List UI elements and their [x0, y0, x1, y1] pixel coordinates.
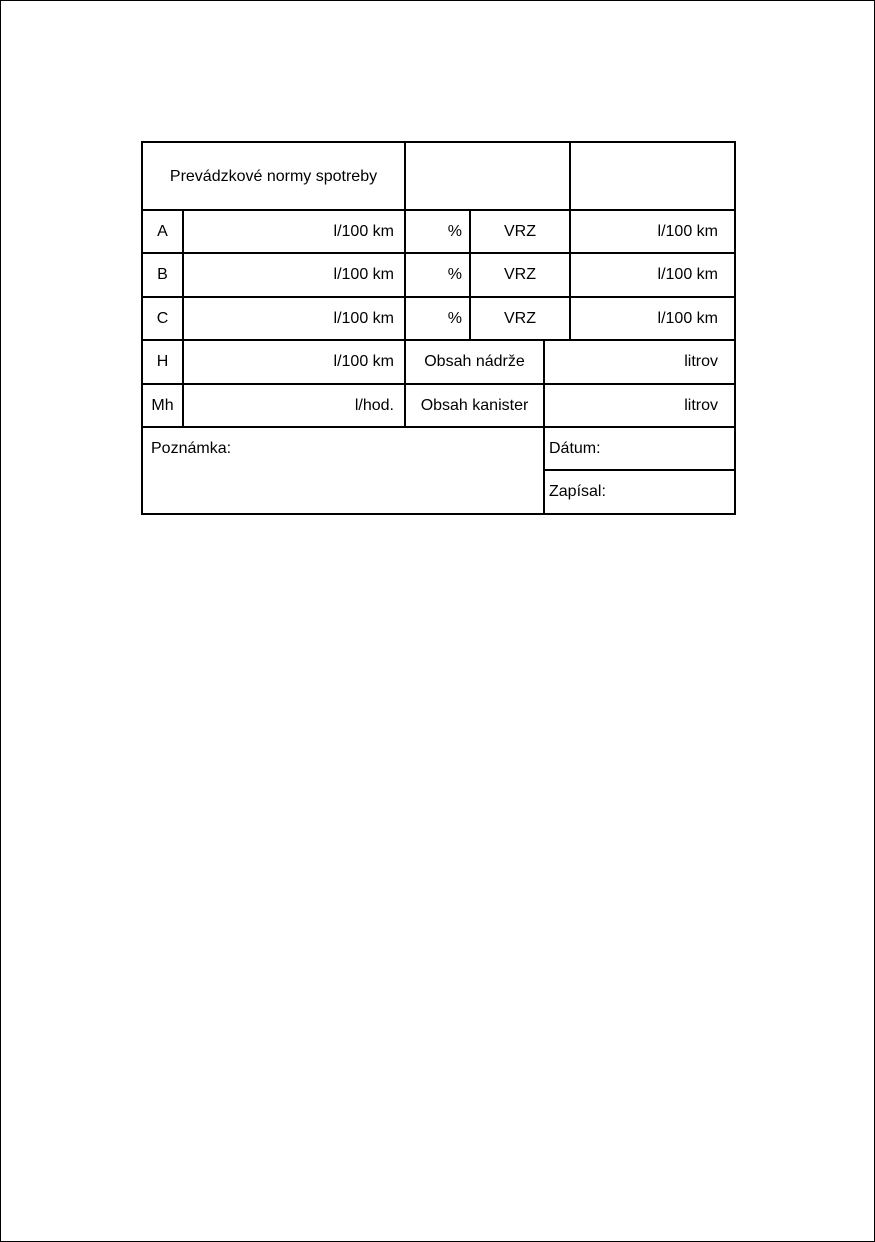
- grid-line: [141, 513, 736, 515]
- row-vrz-label: VRZ: [504, 266, 536, 283]
- canister-capacity-label: Obsah kanister: [420, 397, 529, 414]
- row-unit: l/100 km: [333, 353, 394, 370]
- header-blank-cell: [406, 143, 569, 209]
- grid-line: [141, 209, 736, 211]
- row-percent: %: [447, 310, 462, 327]
- canister-capacity-unit: litrov: [684, 397, 718, 414]
- grid-line: [141, 252, 736, 254]
- grid-line: [141, 426, 736, 428]
- recorded-by-label: Zapísal:: [549, 483, 606, 500]
- grid-line: [543, 469, 736, 471]
- tank-capacity-unit: litrov: [684, 353, 718, 370]
- row-percent: %: [447, 223, 462, 240]
- grid-line: [141, 339, 736, 341]
- grid-line: [141, 383, 736, 385]
- row-code: C: [156, 310, 169, 327]
- tank-capacity-label: Obsah nádrže: [424, 353, 525, 370]
- row-vrz-unit: l/100 km: [657, 266, 718, 283]
- row-vrz-label: VRZ: [504, 310, 536, 327]
- grid-line: [141, 141, 143, 515]
- row-unit: l/100 km: [333, 310, 394, 327]
- row-vrz-label: VRZ: [504, 223, 536, 240]
- row-code: A: [157, 223, 168, 240]
- grid-line: [141, 296, 736, 298]
- row-unit: l/100 km: [333, 266, 394, 283]
- date-label: Dátum:: [549, 440, 601, 457]
- row-code: B: [157, 266, 168, 283]
- header-blank-cell: [571, 143, 734, 209]
- row-vrz-unit: l/100 km: [657, 223, 718, 240]
- row-unit: l/100 km: [333, 223, 394, 240]
- note-label: Poznámka:: [151, 440, 232, 457]
- row-percent: %: [447, 266, 462, 283]
- row-code: H: [156, 353, 169, 370]
- fuel-consumption-form: [141, 141, 736, 515]
- form-title: Prevádzkové normy spotreby: [169, 168, 378, 185]
- row-code: Mh: [151, 397, 174, 414]
- grid-line: [734, 141, 736, 515]
- row-unit: l/hod.: [354, 397, 394, 414]
- row-vrz-unit: l/100 km: [657, 310, 718, 327]
